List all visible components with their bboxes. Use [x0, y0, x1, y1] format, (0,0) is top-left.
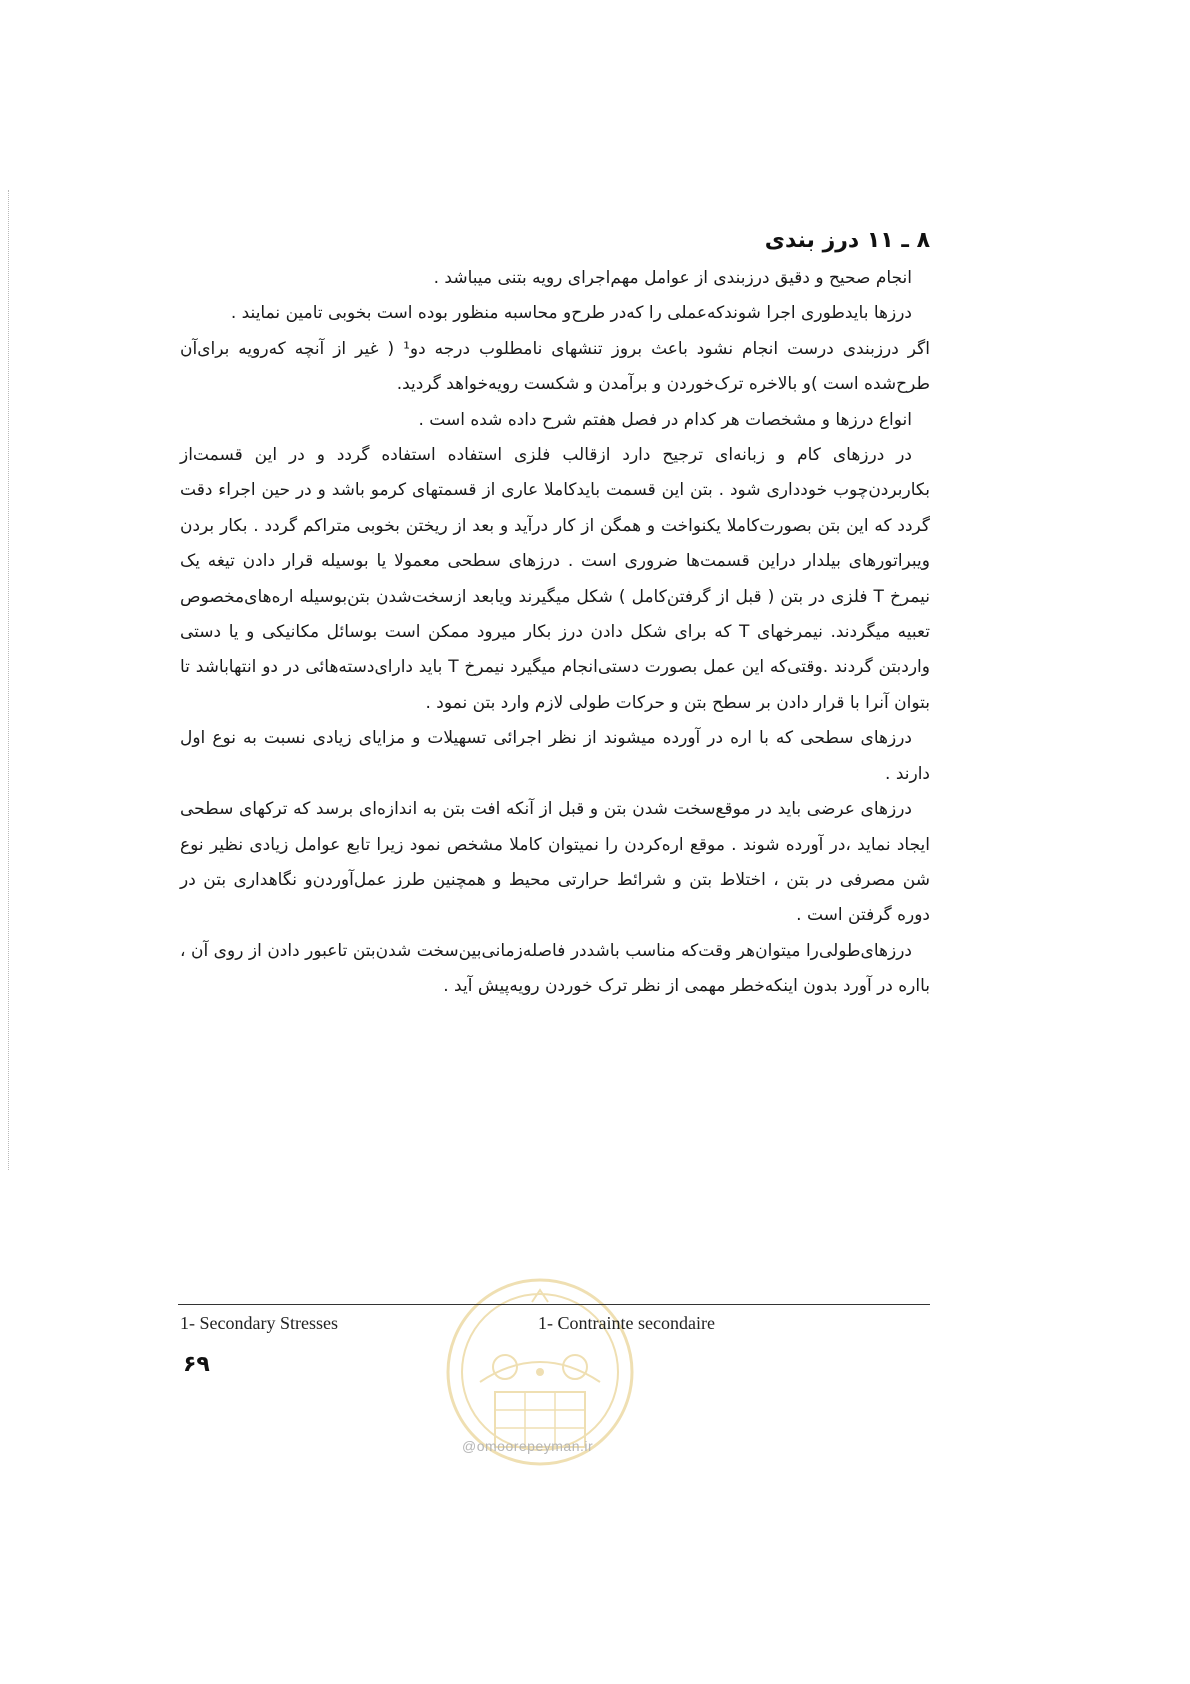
paragraph: درزهای‌طولی‌را میتوان‌هر وقت‌که مناسب باشددر فاصله‌زمانی‌بین‌سخت شدن‌بتن تاعبور دادن از روی آن ، بااره در آورد بدون اینکه‌خطر مهمی از نظر ترک خوردن رویه‌پیش آید .: [180, 940, 930, 997]
paragraph: درزها بایدطوری اجرا شوندکه‌عملی را که‌در طرح‌و محاسبه منظور بوده است بخوبی تامین نمایند .: [230, 303, 912, 324]
paragraph: اگر درزبندی درست انجام نشود باعث بروز تنشهای نامطلوب درجه دو¹ ( غیر از آنچه که‌رویه برای‌آن طرح‌شده است )و بالاخره ترک‌خوردن و برآمدن و شکست رویه‌خواهد گردید.: [180, 338, 930, 395]
footnote-english: 1- Secondary Stresses: [180, 1313, 338, 1333]
paragraph: در درزهای کام و زبانه‌ای ترجیح دارد ازقالب فلزی استفاده استفاده گردد و در این قسمت‌از بکاربردن‌چوب خودداری شود . بتن این قسمت بایدکاملا عاری از قسمتهای کرمو باشد و در حین اجراء دقت گردد که این بتن بصورت‌کاملا یکنواخت و همگن از کار درآید و بعد از ریختن بخوبی متراکم گردد . بکار بردن ویبراتورهای بیلدار دراین قسمت‌ها ضروری است . درزهای سطحی معمولا یا بوسیله قرار دادن تیغه یک نیمرخ T فلزی در بتن ( قبل از گرفتن‌کامل ) شکل میگیرند ویابعد ازسخت‌شدن بتن‌بوسیله اره‌های‌مخصوص تعبیه میگردند. نیمرخهای T که برای شکل دادن درز بکار میرود ممکن است بوسائل مکانیکی و یا دستی واردبتن گردند .وقتی‌که این عمل بصورت دستی‌انجام میگیرد نیمرخ T باید دارای‌دسته‌هائی در دو انتهاباشد تا بتوان آنرا با قرار دادن بر سطح بتن و حرکات طولی لازم وارد بتن نمود .: [180, 445, 930, 713]
paragraph: انجام صحیح و دقیق درزبندی از عوامل مهم‌اجرای رویه بتنی میباشد .: [433, 268, 912, 288]
paragraph: درزهای عرضی باید در موقع‌سخت شدن بتن و قبل از آنکه افت بتن به اندازه‌ای برسد که ترکهای سطحی ایجاد نماید ،در آورده شوند . موقع اره‌کردن را نمیتوان کاملا مشخص نمود زیرا تابع عوامل زیادی نظیر نوع شن مصرفی در بتن ، اختلاط بتن و شرائط حرارتی محیط و همچنین طرز عمل‌آوردن‌و نگاهداری بتن در دوره گرفتن است .: [180, 799, 930, 926]
watermark-url: @omoorepeyman.ir: [462, 1438, 594, 1454]
footnote-french: 1- Contrainte secondaire: [538, 1313, 715, 1333]
paragraph: انواع درزها و مشخصات هر کدام در فصل هفتم شرح داده شده است .: [418, 409, 912, 430]
page-number: ۶۹: [183, 1352, 210, 1377]
body-text: [180, 261, 930, 1005]
footnote-divider: [178, 1304, 930, 1305]
section-heading: ۸ ـ ۱۱ درز بندی: [764, 228, 930, 253]
document-page: [180, 228, 930, 1005]
binding-margin-dots: [8, 190, 19, 1170]
paragraph: درزهای سطحی که با اره در آورده میشوند از نظر اجرائی تسهیلات و مزایای زیادی نسبت به نوع اول دارند .: [180, 728, 930, 784]
